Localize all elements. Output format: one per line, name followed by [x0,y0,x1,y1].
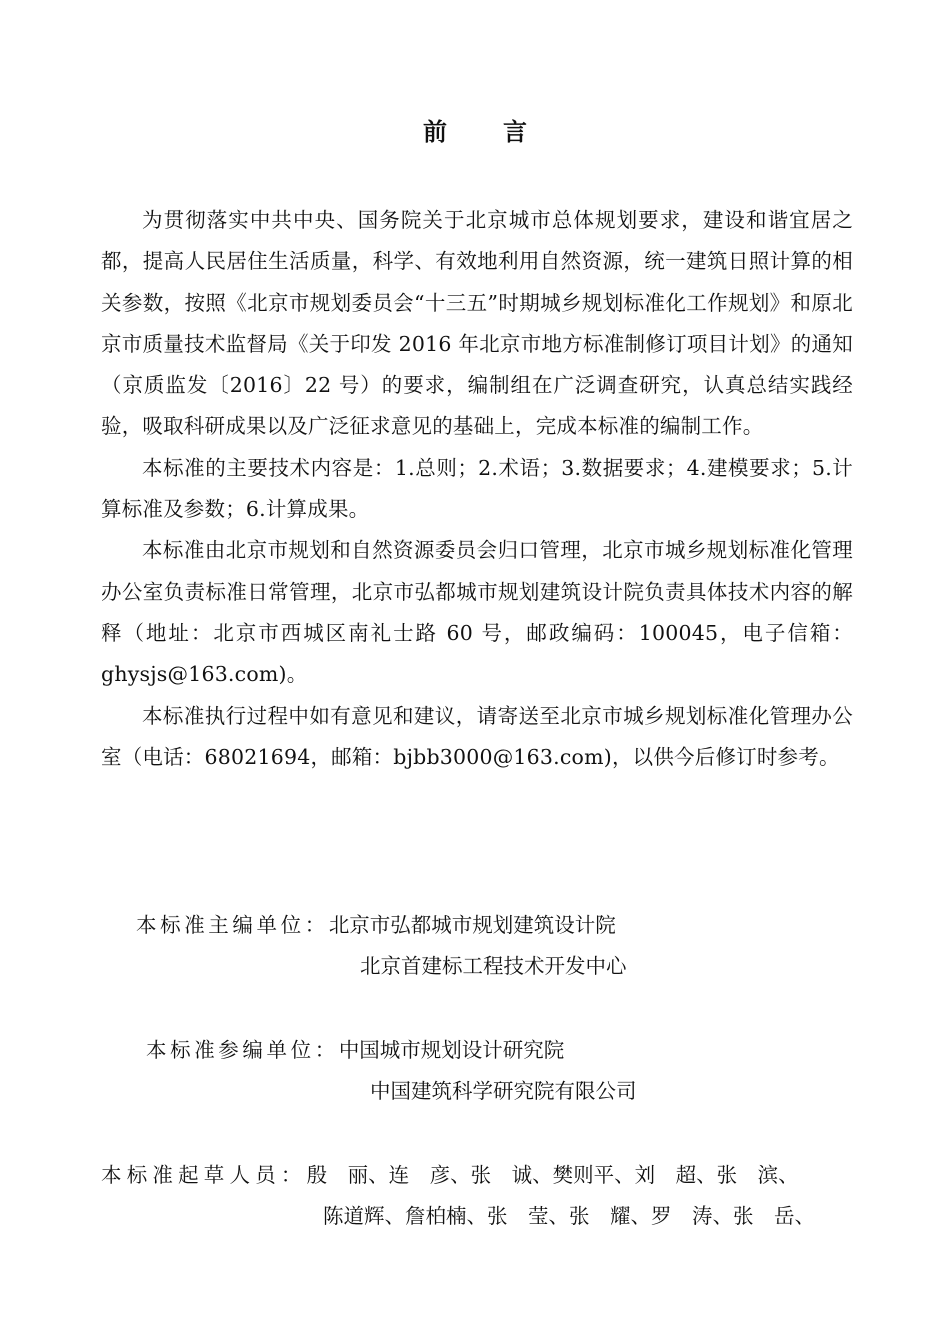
drafters-list [101,1155,815,1237]
chief-units-label: 本标准主编单位： [136,913,329,937]
joint-unit-2: 中国建筑科学研究院有限公司 [370,1079,637,1103]
chief-editing-units [136,905,627,987]
preface-body [101,200,853,778]
drafters-line-1: 殷 丽、连 彦、张 诚、樊则平、刘 超、张 滨、 [306,1163,799,1187]
paragraph-contents: 本标准的主要技术内容是：1.总则；2.术语；3.数据要求；4.建模要求；5.计算标准及参数；6.计算成果。 [101,455,853,522]
drafters-label: 本标准起草人员： [101,1163,307,1187]
chief-unit-1: 北京市弘都城市规划建筑设计院 [328,913,616,937]
joint-units-label: 本标准参编单位： [146,1038,339,1062]
paragraph-purpose: 为贯彻落实中共中央、国务院关于北京城市总体规划要求，建设和谐宜居之都，提高人民居住生活质量，科学、有效地利用自然资源，统一建筑日照计算的相关参数，按照《北京市规划委员会“十三五”时期城乡规划标准化工作规划》和原北京市质量技术监督局《关于印发 2016 年北京市地方标准制修订项目计划》的通知（京质监发〔2016〕22 号）的要求，编制组在广泛调查研究，认真总结实践经验，吸取科研成果以及广泛征求意见的基础上，完成本标准的编制工作。 [101,208,853,439]
drafters-line-2: 陈道辉、詹柏楠、张 莹、张 耀、罗 涛、张 岳、 [323,1204,815,1228]
joint-unit-1: 中国城市规划设计研究院 [338,1038,565,1062]
paragraph-management: 本标准由北京市规划和自然资源委员会归口管理，北京市城乡规划标准化管理办公室负责标准日常管理，北京市弘都城市规划建筑设计院负责具体技术内容的解释（地址：北京市西城区南礼士路 60 号，邮政编码：100045，电子信箱：ghysjs@163.com)。 [101,538,853,687]
page-title: 前言 [423,118,583,146]
paragraph-feedback: 本标准执行过程中如有意见和建议，请寄送至北京市城乡规划标准化管理办公室（电话：68021694，邮箱：bjbb3000@163.com)，以供今后修订时参考。 [101,703,853,769]
participating-units [146,1030,637,1112]
chief-unit-2: 北京首建标工程技术开发中心 [360,954,627,978]
